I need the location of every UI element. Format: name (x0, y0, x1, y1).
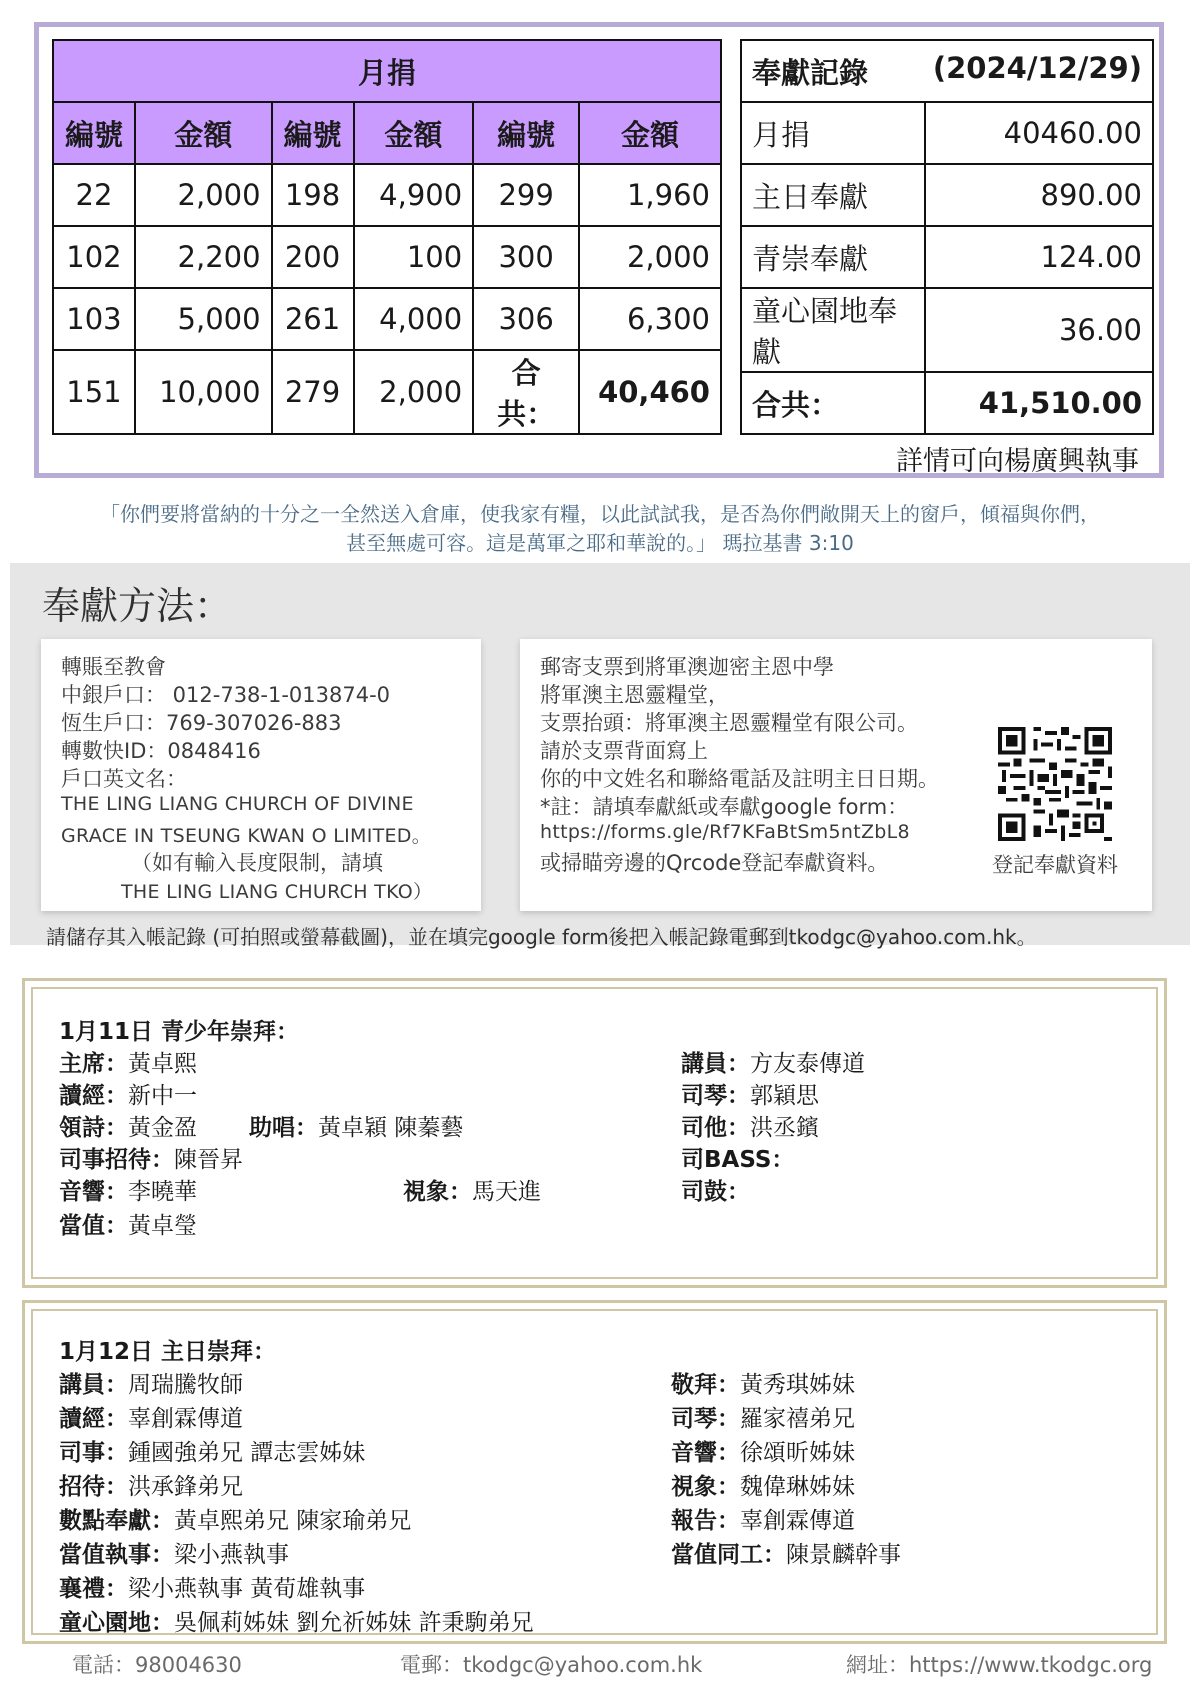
role-speaker (681, 1045, 865, 1078)
cell: 2,200 (135, 226, 272, 288)
col-header: 編號 (272, 102, 354, 164)
record-value: 890.00 (925, 164, 1153, 226)
cell: 100 (354, 226, 474, 288)
role-value: 新中一 (128, 1083, 197, 1109)
role-label: 講員： (59, 1372, 128, 1398)
role-reading (59, 1400, 243, 1433)
role-label: 報告： (671, 1508, 740, 1534)
record-label: 月捐 (741, 102, 925, 164)
record-label: 主日奉獻 (741, 164, 925, 226)
role-visual (403, 1173, 541, 1206)
col-header: 編號 (53, 102, 135, 164)
schedule-title: 1月11日 青少年崇拜： (59, 1019, 300, 1045)
role-label: 讀經： (59, 1406, 128, 1432)
table-row (53, 288, 721, 350)
col-header: 編號 (473, 102, 579, 164)
role-value: 洪丞鑌 (750, 1115, 819, 1141)
table-row (741, 288, 1153, 372)
role-value: 黃卓熙弟兄 陳家瑜弟兄 (174, 1508, 412, 1534)
table-row (741, 226, 1153, 288)
col-header: 金額 (135, 102, 272, 164)
cell: 4,900 (354, 164, 474, 226)
role-value: 黃秀琪姊妹 (740, 1372, 855, 1398)
cell: 306 (473, 288, 579, 350)
role-value: 黃卓穎 陳蓁藝 (318, 1115, 464, 1141)
youth-worship-schedule (22, 978, 1167, 1288)
qr-code-icon[interactable] (998, 727, 1112, 841)
monthly-table-title: 月捐 (53, 40, 721, 102)
role-speaker (59, 1366, 243, 1399)
card-line: 你的中文姓名和聯絡電話及註明主日日期。 (540, 767, 939, 791)
schedule-title: 1月12日 主日崇拜： (59, 1339, 277, 1365)
role-chair (59, 1045, 197, 1078)
card-line: 或掃瞄旁邊的Qrcode登記奉獻資料。 (540, 851, 889, 875)
role-value: 方友泰傳道 (750, 1051, 865, 1077)
col-header: 金額 (354, 102, 474, 164)
role-label: 司琴： (671, 1406, 740, 1432)
role-label: 司事： (59, 1440, 128, 1466)
role-communion (59, 1570, 365, 1603)
role-worship (671, 1366, 855, 1399)
role-value: 馬天進 (472, 1179, 541, 1205)
role-bass (681, 1141, 794, 1174)
card-line: 轉數快ID：0848416 (61, 739, 261, 763)
role-value: 辜創霖傳道 (740, 1508, 855, 1534)
role-reception (59, 1468, 243, 1501)
contact-note: 詳情可向楊廣興執事 (896, 446, 1139, 477)
cell: 2,000 (579, 226, 721, 288)
table-row (741, 164, 1153, 226)
role-value: 周瑞騰牧師 (128, 1372, 243, 1398)
bank-transfer-card (41, 639, 481, 911)
cell: 1,960 (579, 164, 721, 226)
role-value: 洪承鋒弟兄 (128, 1474, 243, 1500)
cell: 151 (53, 350, 135, 434)
card-line: 戶口英文名： (61, 767, 187, 791)
record-value: 40460.00 (925, 102, 1153, 164)
role-value: 梁小燕執事 黃荀雄執事 (128, 1576, 366, 1602)
cell: 22 (53, 164, 135, 226)
role-value: 郭穎思 (750, 1083, 819, 1109)
record-value: 36.00 (925, 288, 1153, 372)
card-line: 支票抬頭：將軍澳主恩靈糧堂有限公司。 (540, 711, 918, 735)
role-label: 當值同工： (671, 1542, 786, 1568)
offering-methods-title: 奉獻方法： (42, 584, 233, 628)
cell: 5,000 (135, 288, 272, 350)
card-line: GRACE IN TSEUNG KWAN O LIMITED。 (61, 825, 432, 847)
role-usher (59, 1141, 243, 1174)
role-label: 音響： (671, 1440, 740, 1466)
offering-record-table (740, 39, 1154, 435)
verse-line-1: 「你們要將當納的十分之一全然送入倉庫，使我家有糧，以此試試我，是否為你們敞開天上的窗戶，傾福與你們， (100, 502, 1100, 526)
role-sound (671, 1434, 855, 1467)
role-value: 羅家禧弟兄 (740, 1406, 855, 1432)
role-visual (671, 1468, 855, 1501)
role-kids (59, 1604, 534, 1637)
role-assist (249, 1109, 463, 1142)
card-line: *註：請填奉獻紙或奉獻google form： (540, 795, 909, 819)
total-value: 40,460 (579, 350, 721, 434)
role-label: 數點奉獻： (59, 1508, 174, 1534)
role-label: 當值： (59, 1213, 128, 1239)
table-row (53, 350, 721, 434)
role-piano (671, 1400, 855, 1433)
card-line: （如有輸入長度限制，請填 (131, 851, 383, 875)
role-drum (681, 1173, 750, 1206)
table-row (741, 102, 1153, 164)
cell: 2,000 (354, 350, 474, 434)
role-duty (59, 1207, 197, 1240)
role-value: 李曉華 (128, 1179, 197, 1205)
role-value: 梁小燕執事 (174, 1542, 289, 1568)
role-label: 司鼓： (681, 1179, 750, 1205)
card-line: 轉賬至教會 (61, 655, 166, 679)
card-line: 請於支票背面寫上 (540, 739, 708, 763)
cheque-card (520, 639, 1152, 911)
role-duty-staff (671, 1536, 901, 1569)
table-row (53, 164, 721, 226)
role-value: 吳佩莉姊妹 劉允祈姊妹 許秉駒弟兄 (174, 1610, 534, 1636)
role-offering-count (59, 1502, 411, 1535)
record-total-label: 合共： (741, 372, 925, 434)
monthly-donation-table (52, 39, 722, 435)
role-label: 主席： (59, 1051, 128, 1077)
role-label: 襄禮： (59, 1576, 128, 1602)
role-label: 招待： (59, 1474, 128, 1500)
cell: 6,300 (579, 288, 721, 350)
role-label: 講員： (681, 1051, 750, 1077)
role-label: 當值執事： (59, 1542, 174, 1568)
role-worship-lead (59, 1109, 197, 1142)
col-header: 金額 (579, 102, 721, 164)
role-value: 黃卓熙 (128, 1051, 197, 1077)
card-line: 中銀戶口： 012-738-1-013874-0 (61, 683, 391, 707)
role-label: 領詩： (59, 1115, 128, 1141)
record-date: (2024/12/29) (932, 50, 1142, 85)
table-row (741, 372, 1153, 434)
card-line: THE LING LIANG CHURCH TKO） (121, 881, 433, 903)
role-label: 童心園地： (59, 1610, 174, 1636)
card-line: 將軍澳主恩靈糧堂， (540, 683, 729, 707)
role-report (671, 1502, 855, 1535)
record-label: 童心園地奉獻 (741, 288, 925, 372)
card-line: 郵寄支票到將軍澳迦密主恩中學 (540, 655, 834, 679)
cell: 4,000 (354, 288, 474, 350)
role-label: 司他： (681, 1115, 750, 1141)
record-title: 奉獻記錄 (752, 55, 869, 90)
card-line: THE LING LIANG CHURCH OF DIVINE (61, 793, 414, 815)
cell: 102 (53, 226, 135, 288)
offering-methods-section (10, 563, 1190, 949)
role-value: 黃金盈 (128, 1115, 197, 1141)
verse-line-2: 甚至無處可容。這是萬軍之耶和華說的。」 瑪拉基書 3:10 (346, 531, 854, 555)
cell: 261 (272, 288, 354, 350)
role-label: 視象： (671, 1474, 740, 1500)
table-row (53, 226, 721, 288)
cell: 279 (272, 350, 354, 434)
role-label: 音響： (59, 1179, 128, 1205)
role-label: 司事招待： (59, 1147, 174, 1173)
role-value: 陳晉昇 (174, 1147, 243, 1173)
record-total-value: 41,510.00 (925, 372, 1153, 434)
role-sound (59, 1173, 197, 1206)
role-label: 讀經： (59, 1083, 128, 1109)
cell: 300 (473, 226, 579, 288)
offering-summary-frame (34, 22, 1164, 478)
role-reading (59, 1077, 197, 1110)
role-usher (59, 1434, 365, 1467)
footer-website[interactable]: 網址：https://www.tkodgc.org (846, 1653, 1153, 1677)
role-guitar (681, 1109, 819, 1142)
role-value: 鍾國強弟兄 譚志雲姊妹 (128, 1440, 366, 1466)
google-form-link[interactable]: https://forms.gle/Rf7KFaBtSm5ntZbL8 (540, 821, 910, 843)
cell: 103 (53, 288, 135, 350)
cell: 299 (473, 164, 579, 226)
role-value: 黃卓瑩 (128, 1213, 197, 1239)
role-value: 魏偉琳姊妹 (740, 1474, 855, 1500)
card-line: 恆生戶口：769-307026-883 (61, 711, 342, 735)
role-label: 敬拜： (671, 1372, 740, 1398)
role-label: 司琴： (681, 1083, 750, 1109)
cell: 2,000 (135, 164, 272, 226)
footer-phone: 電話：98004630 (72, 1653, 242, 1677)
role-duty-deacon (59, 1536, 289, 1569)
cell: 198 (272, 164, 354, 226)
role-label: 助唱： (249, 1115, 318, 1141)
monthly-header-row (53, 102, 721, 164)
role-value: 辜創霖傳道 (128, 1406, 243, 1432)
record-label: 青崇奉獻 (741, 226, 925, 288)
cell: 200 (272, 226, 354, 288)
footer-email[interactable]: 電郵：tkodgc@yahoo.com.hk (400, 1653, 703, 1677)
offering-note: 請儲存其入帳記錄 (可拍照或螢幕截圖)，並在填完google form後把入帳記錄電郵到tkodgc@yahoo.com.hk。 (46, 925, 1037, 949)
role-value: 陳景麟幹事 (786, 1542, 901, 1568)
sunday-worship-schedule (22, 1300, 1167, 1644)
qr-label: 登記奉獻資料 (992, 853, 1118, 877)
role-value: 徐頌昕姊妹 (740, 1440, 855, 1466)
role-piano (681, 1077, 819, 1110)
cell: 10,000 (135, 350, 272, 434)
record-header (741, 40, 1153, 102)
record-value: 124.00 (925, 226, 1153, 288)
role-label: 視象： (403, 1179, 472, 1205)
role-label: 司BASS： (681, 1147, 795, 1173)
total-label: 合共： (473, 350, 579, 434)
